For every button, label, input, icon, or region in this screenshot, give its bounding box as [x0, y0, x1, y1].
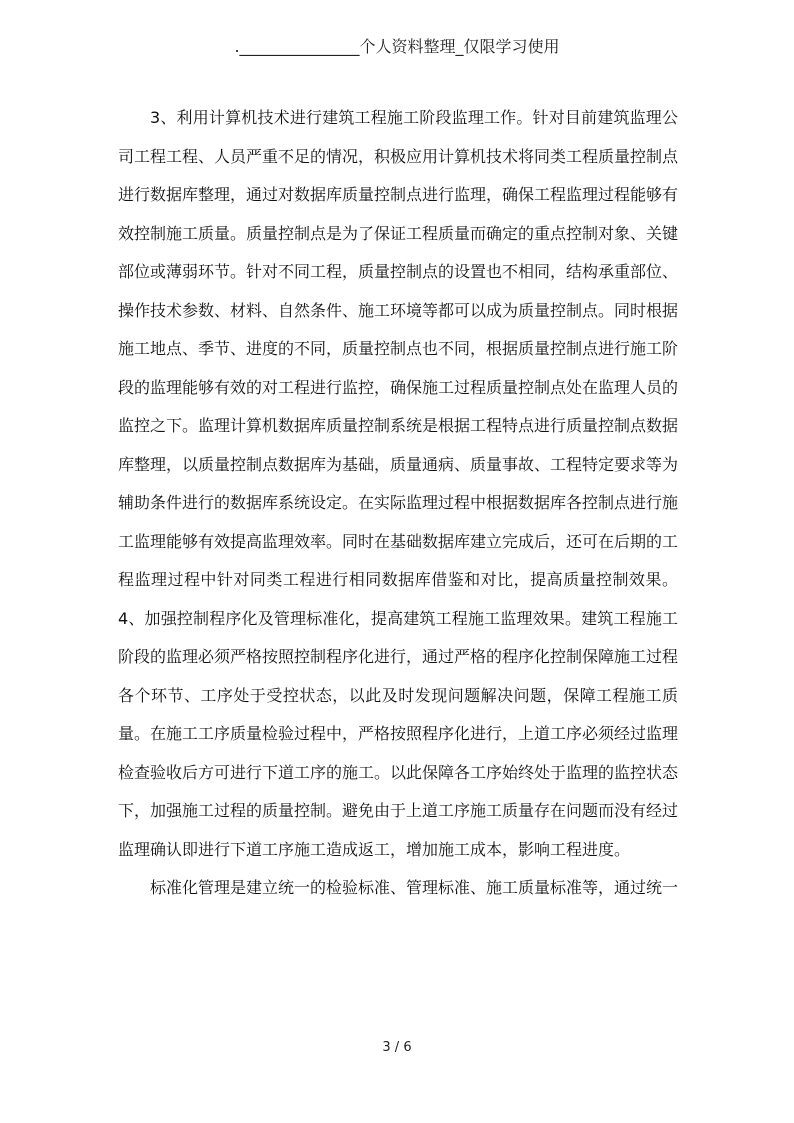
- page-number: 3 / 6: [382, 1040, 412, 1055]
- document-body: [118, 99, 678, 908]
- body-paragraph: 标准化管理是建立统一的检验标准、管理标准、施工质量标准等，通过统一: [150, 878, 679, 897]
- page-header: ._______________个人资料整理_仅限学习使用: [234, 37, 560, 56]
- body-paragraph: 3、利用计算机技术进行建筑工程施工阶段监理工作。针对目前建筑监理公司工程工程、人员严重不足的情况，积极应用计算机技术将同类工程质量控制点进行数据库整理，通过对数据库质量控制点进行监理，确保工程监理过程能够有效控制施工质量。质量控制点是为了保证工程质量而确定的重点控制对象、关键部位或薄弱环节。针对不同工程，质量控制点的设置也不相同，结构承重部位、操作技术参数、材料、自然条件、施工环境等都可以成为质量控制点。同时根据施工地点、季节、进度的不同，质量控制点也不同，根据质量控制点进行施工阶段的监理能够有效的对工程进行监控，确保施工过程质量控制点处在监理人员的监控之下。监理计算机数据库质量控制系统是根据工程特点进行质量控制点数据库整理，以质量控制点数据库为基础，质量通病、质量事故、工程特定要求等为辅助条件进行的数据库系统设定。在实际监理过程中根据数据库各控制点进行施工监理能够有效提高监理效率。同时在基础数据库建立完成后，还可在后期的工程监理过程中针对同类工程进行相同数据库借鉴和对比，提高质量控制效果。4、加强控制程序化及管理标准化，提高建筑工程施工监理效果。建筑工程施工阶段的监理必须严格按照控制程序化进行，通过严格的程序化控制保障施工过程各个环节、工序处于受控状态，以此及时发现问题解决问题，保障工程施工质量。在施工工序质量检验过程中，严格按照程序化进行，上道工序必须经过监理检查验收后方可进行下道工序的施工。以此保障各工序始终处于监理的监控状态下，加强施工过程的质量控制。避免由于上道工序施工质量存在问题而没有经过监理确认即进行下道工序施工造成返工，增加施工成本，影响工程进度。: [118, 108, 679, 859]
